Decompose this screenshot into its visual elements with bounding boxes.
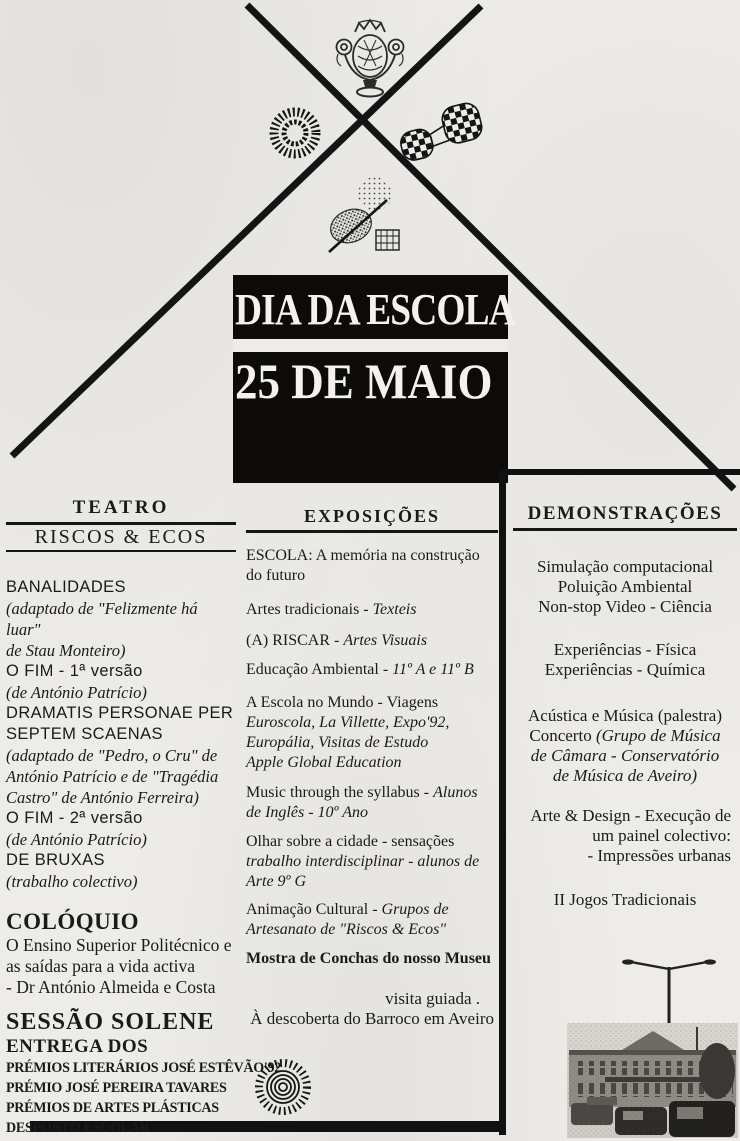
entrega-dos-label: ENTREGA DOS [6, 1036, 149, 1057]
banner-line1: DIA DA ESCOLA [235, 285, 515, 334]
expo-item-olhar-cidade [246, 832, 498, 892]
banner-line2: 25 DE MAIO [235, 353, 493, 409]
prizes-list [6, 1058, 281, 1138]
coloquio-line: O Ensino Superior Politécnico e [6, 935, 232, 955]
demo-line: Simulação computacional [536, 556, 714, 576]
expo-line: do futuro [246, 566, 306, 584]
demo-line: Acústica e Música (palestra) [528, 705, 722, 725]
expo-item-mostra-conchas: Mostra de Conchas do nosso Museu [246, 949, 491, 967]
prize-line: PRÉMIOS LITERÁRIOS JOSÉ ESTÊVÃO'92 [6, 1060, 281, 1076]
demo-line: de Câmara - Conservatório [530, 745, 720, 765]
teatro-rule-1 [6, 522, 236, 525]
street-lamp [622, 959, 716, 1025]
demo-line: - Impressões urbanas [587, 845, 731, 865]
exposicoes-title: EXPOSIÇÕES [303, 506, 441, 526]
play-credit: António Patrício e de "Tragédia [6, 767, 219, 786]
exposicoes-column [246, 505, 498, 1029]
demo-group-arte-design [513, 806, 737, 866]
checkered-rattle-icon [393, 98, 489, 166]
expo-line: Europália, Visitas de Estudo [246, 733, 429, 751]
coloquio-line: - Dr António Almeida e Costa [6, 977, 216, 997]
expo-item-visita-guiada [246, 989, 498, 1029]
coloquio-text [6, 935, 236, 998]
theatre-play-list [6, 577, 236, 892]
prize-line: PRÉMIO JOSÉ PEREIRA TAVARES [6, 1080, 227, 1096]
banner-divider-stripe [233, 339, 508, 352]
expo-line: ESCOLA: A memória na construção [246, 546, 480, 564]
expo-line: Artesanato de "Riscos & Ecos" [246, 920, 447, 938]
play-credit: (de António Patrício) [6, 830, 147, 849]
expo-line: Arte 9º G [246, 872, 307, 890]
expo-item-animacao-cultural: Animação Cultural - Grupos de Artesanato de "Riscos & Ecos" [246, 900, 498, 940]
teatro-rule-2 [6, 550, 236, 552]
play-title: O FIM - 2ª versão [6, 809, 143, 827]
demo-line: Arte & Design - Execução de [530, 805, 731, 825]
exposicoes-rule [246, 530, 498, 533]
expo-line: A Escola no Mundo - Viagens [246, 693, 439, 711]
prize-line: DESPORTO ESCOLAR [6, 1120, 150, 1136]
sessao-solene-title: SESSÃO SOLENE [6, 1009, 215, 1035]
demo-line: de Música de Aveiro) [553, 765, 697, 785]
demo-line: Poluição Ambiental [557, 576, 693, 596]
expo-item-escola [246, 546, 498, 586]
expo-item-riscar: (A) RISCAR - Artes Visuais [246, 631, 428, 649]
play-title: DRAMATIS PERSONAE PER [6, 704, 234, 722]
teatro-title: TEATRO [72, 497, 170, 518]
expo-line: À descoberta do Barroco em Aveiro [250, 1008, 494, 1028]
play-credit: (adaptado de "Pedro, o Cru" de [6, 746, 218, 765]
coloquio-title: COLÓQUIO [6, 909, 140, 934]
expo-item-artes-tradicionais: Artes tradicionais - Texteis [246, 600, 417, 618]
expo-item-escola-no-mundo [246, 693, 498, 773]
expo-line: de Inglês - 10º Ano [246, 803, 368, 821]
demo-group-experiencias [513, 640, 737, 680]
title-banner [233, 275, 515, 483]
play-title: SEPTEM SCAENAS [6, 725, 163, 743]
expo-line: Euroscola, La Villette, Expo'92, [246, 713, 450, 731]
expo-item-music-syllabus: Music through the syllabus - Alunos de Inglês - 10º Ano [246, 783, 498, 823]
demo-line: Non-stop Video - Ciência [538, 596, 712, 616]
demo-group-simulacao [513, 557, 737, 617]
expo-line: visita guiada . [385, 988, 480, 1008]
city-crest-icon [325, 8, 415, 103]
play-credit: (adaptado de "Felizmente há luar" [6, 599, 198, 639]
play-title: BANALIDADES [6, 578, 126, 596]
right-horizontal-rule [503, 469, 740, 475]
coloquio-line: as saídas para a vida activa [6, 956, 196, 976]
spiral-sun-icon [252, 1056, 314, 1118]
play-credit: (de António Patrício) [6, 683, 147, 702]
demonstracoes-column [513, 503, 737, 910]
vertical-divider-rule [499, 471, 506, 1135]
prize-line: PRÉMIOS DE ARTES PLÁSTICAS [6, 1100, 219, 1116]
play-credit: (trabalho colectivo) [6, 872, 138, 891]
sun-of-figures-icon [266, 104, 324, 162]
play-title: DE BRUXAS [6, 851, 105, 869]
play-credit: de Stau Monteiro) [6, 641, 126, 660]
play-title: O FIM - 1ª versão [6, 662, 143, 680]
expo-line: Apple Global Education [246, 753, 402, 771]
demo-group-musica: Acústica e Música (palestra) Concerto (Grupo de Música de Câmara - Conservatório de Música de Aveiro) [513, 706, 737, 786]
expo-line: trabalho interdisciplinar - alunos de [246, 852, 480, 870]
demonstracoes-rule [513, 528, 737, 531]
demo-line: Experiências - Química [544, 659, 706, 679]
demo-line: Experiências - Física [553, 639, 697, 659]
demo-line: um painel colectivo: [592, 825, 731, 845]
expo-item-educacao-ambiental: Educação Ambiental - 11º A e 11º B [246, 660, 474, 678]
play-credit: Castro" de António Ferreira) [6, 788, 199, 807]
demo-group-jogos: II Jogos Tradicionais [553, 889, 697, 909]
school-building-photo [565, 955, 740, 1140]
expo-line: Olhar sobre a cidade - sensações [246, 832, 455, 850]
teatro-subtitle: RISCOS & ECOS [34, 526, 208, 548]
demonstracoes-title: DEMONSTRAÇÕES [527, 503, 723, 524]
mandolin-sketch-icon [313, 172, 411, 264]
